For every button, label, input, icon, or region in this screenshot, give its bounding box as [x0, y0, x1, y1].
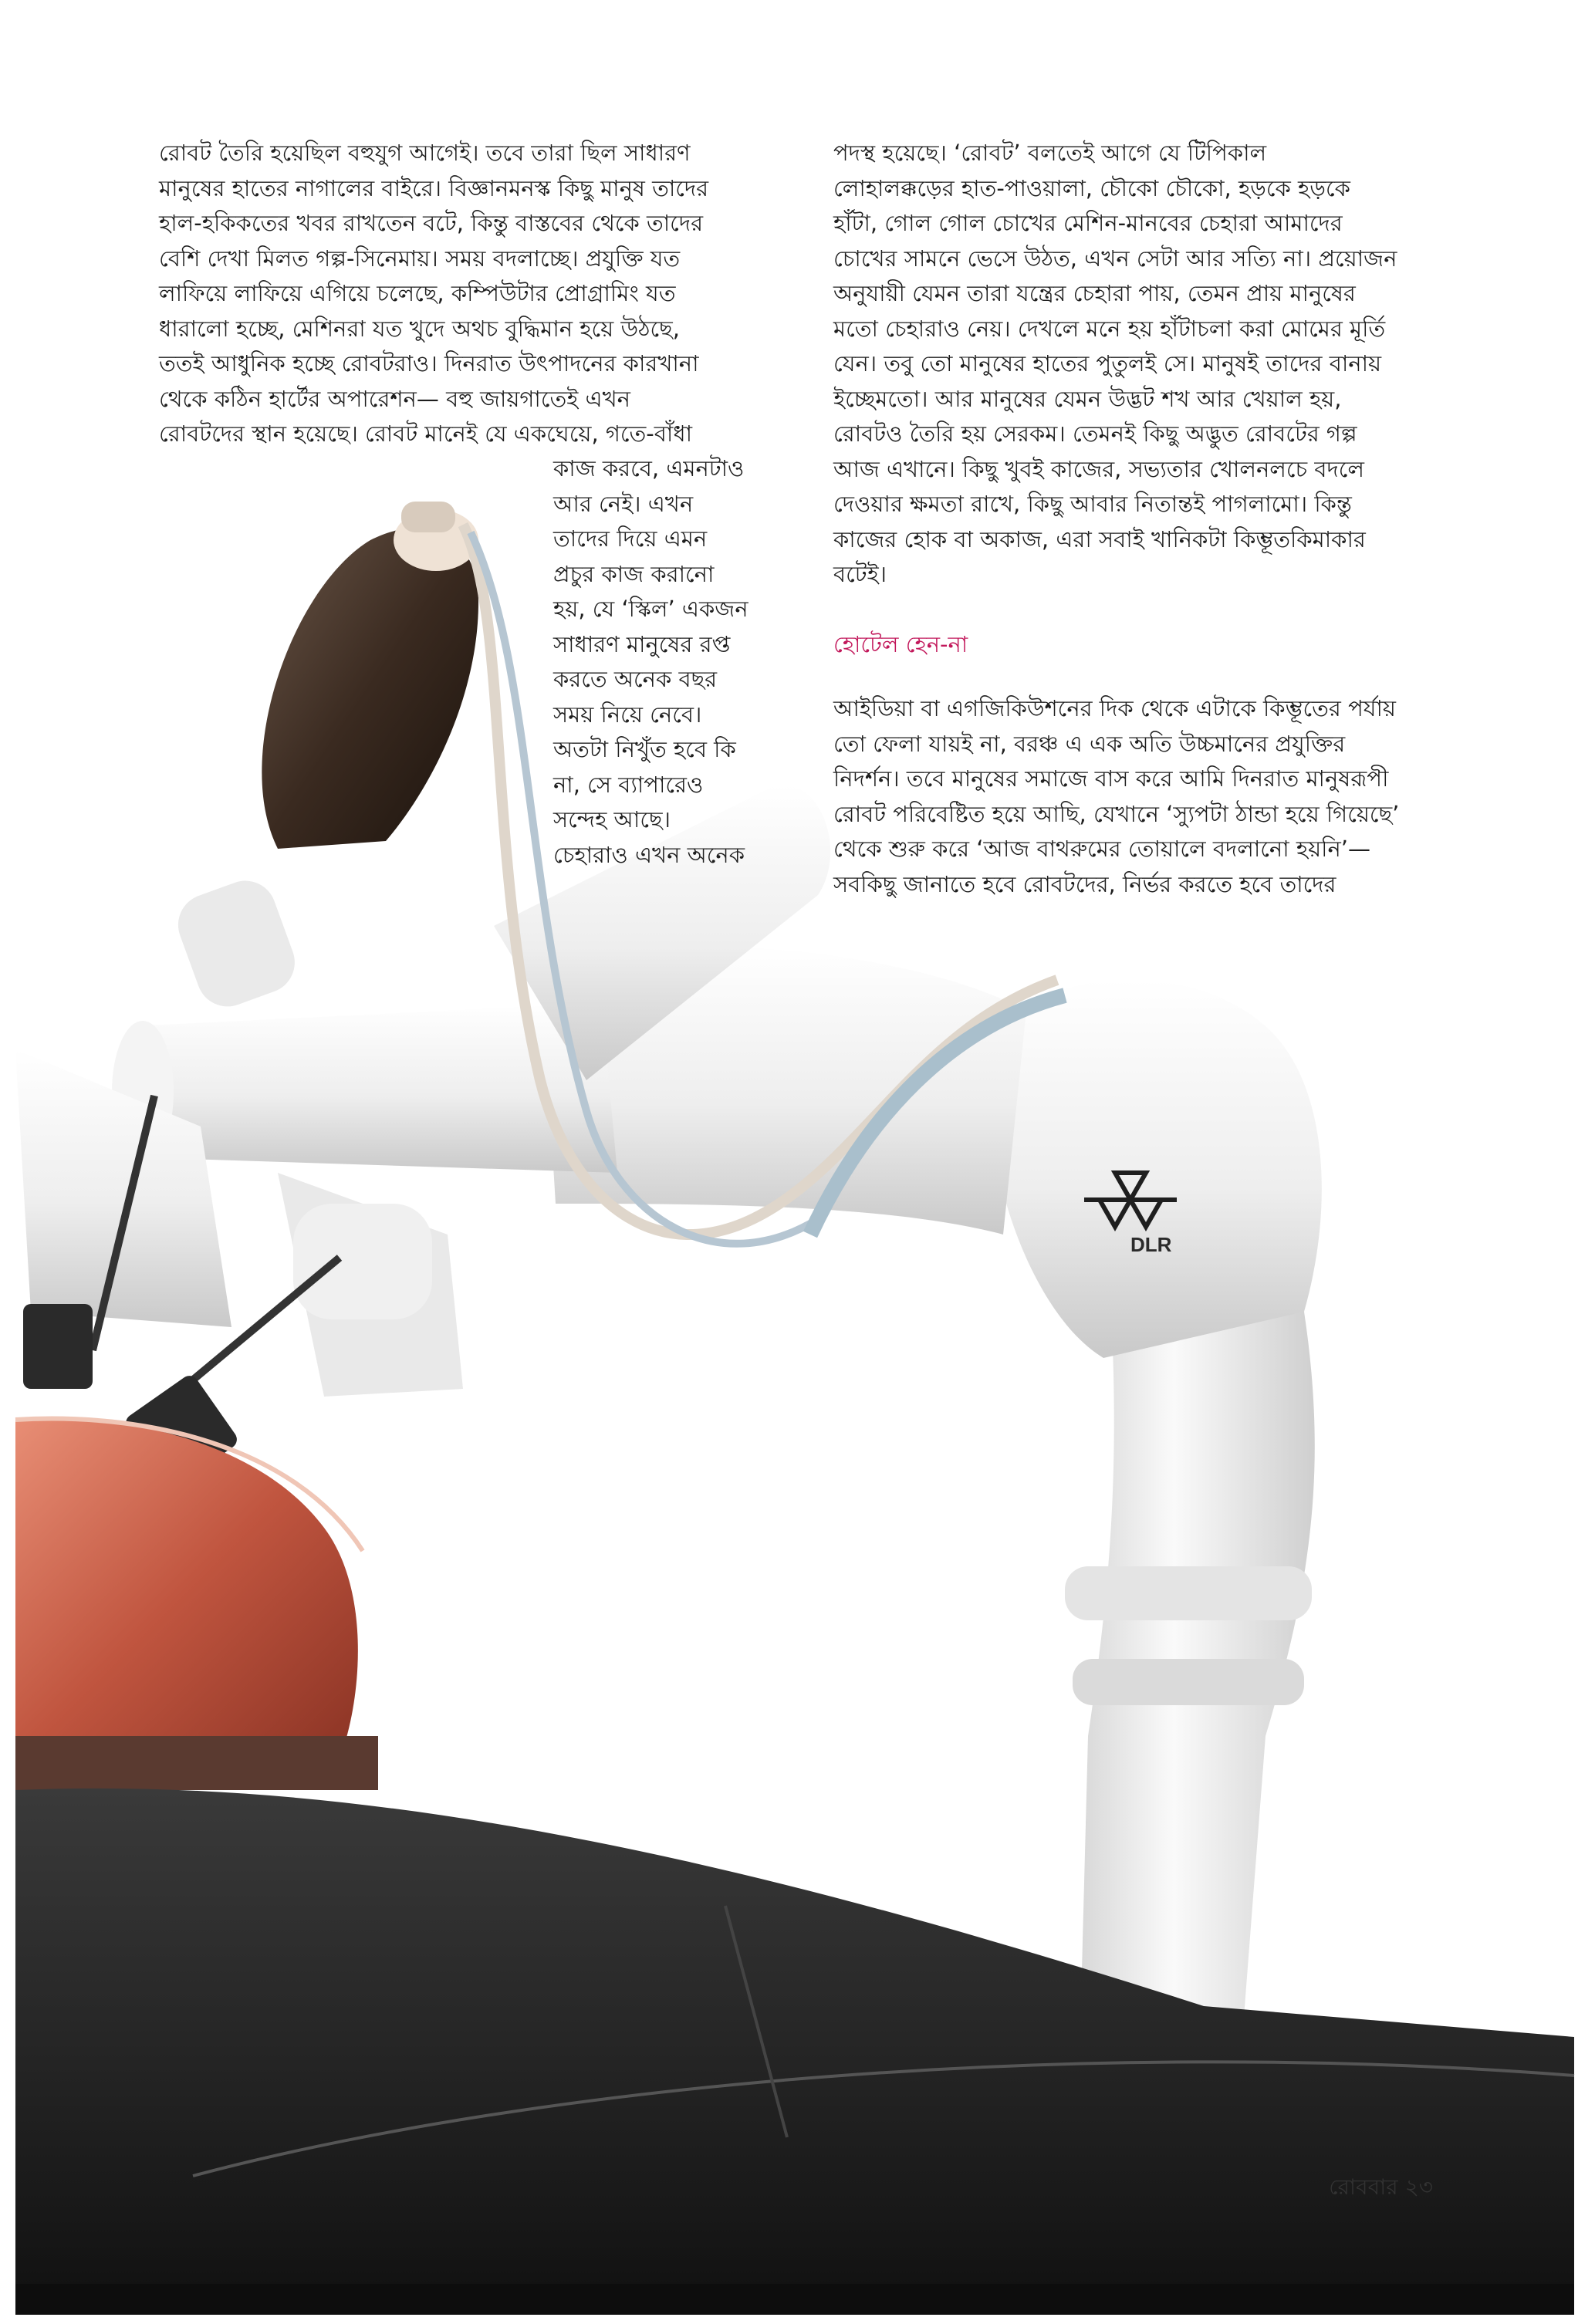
dlr-logo-icon: [1076, 1165, 1184, 1258]
text-line: পদস্থ হয়েছে। ‘রোবট’ বলতেই আগে যে টিপিকাল: [833, 140, 1267, 166]
text-line: আর নেই। এখন: [553, 490, 694, 517]
text-line: ততই আধুনিক হচ্ছে রোবটরাও। দিনরাত উৎপাদনের কারখানা: [159, 350, 699, 377]
text-line: রোবটও তৈরি হয় সেরকম। তেমনই কিছু অদ্ভুত রোবটের গল্প: [833, 421, 1357, 447]
text-line: অনুযায়ী যেমন তারা যন্ত্রের চেহারা পায়, তেমন প্রায় মানুষের: [833, 280, 1356, 306]
article-column-right: [833, 136, 1397, 662]
text-line: বেশি দেখা মিলত গল্প-সিনেমায়। সময় বদলাচ্ছে। প্রযুক্তি যত: [159, 245, 681, 272]
text-line: অতটা নিখুঁত হবে কি: [553, 736, 736, 762]
text-line: আইডিয়া বা এগজিকিউশনের দিক থেকে এটাকে কিম্ভূতের পর্যায়: [833, 695, 1396, 721]
text-line: হাঁটা, গোল গোল চোখের মেশিন-মানবের চেহারা আমাদের: [833, 210, 1343, 236]
article-column-left-narrow: [553, 451, 749, 873]
text-line: সাধারণ মানুষের রপ্ত: [553, 630, 731, 657]
text-line: ধারালো হচ্ছে, মেশিনরা যত খুদে অথচ বুদ্ধিমান হয়ে উঠছে,: [159, 315, 680, 342]
text-line: কাজ করবে, এমনটাও: [553, 455, 745, 481]
text-line: কাজের হোক বা অকাজ, এরা সবাই খানিকটা কিম্ভূতকিমাকার: [833, 525, 1366, 552]
text-line: হাল-হকিকতের খবর রাখতেন বটে, কিন্তু বাস্তবের থেকে তাদের: [159, 210, 704, 236]
text-line: করতে অনেক বছর: [553, 666, 718, 692]
text-line: আজ এখানে। কিছু খুবই কাজের, সভ্যতার খোলনলচে বদলে: [833, 455, 1365, 482]
text-line: সবকিছু জানাতে হবে রোবটদের, নির্ভর করতে হবে তাদের: [833, 870, 1336, 897]
section-heading: হোটেল হেন-না: [833, 630, 968, 657]
text-line: মানুষের হাতের নাগালের বাইরে। বিজ্ঞানমনস্ক কিছু মানুষ তাদের: [159, 174, 709, 201]
article-column-left-top: [159, 136, 708, 452]
text-line: রোবটদের স্থান হয়েছে। রোবট মানেই যে একঘেয়ে, গতে-বাঁধা: [159, 421, 692, 447]
text-line: চোখের সামনে ভেসে উঠত, এখন সেটা আর সত্যি না। প্রয়োজন: [833, 245, 1397, 272]
text-line: দেওয়ার ক্ষমতা রাখে, কিছু আবার নিতান্তই পাগলামো। কিন্তু: [833, 491, 1352, 517]
text-line: থেকে শুরু করে ‘আজ বাথরুমের তোয়ালে বদলানো হয়নি’—: [833, 836, 1371, 862]
article-column-right-section: [833, 691, 1399, 902]
text-line: নিদর্শন। তবে মানুষের সমাজে বাস করে আমি দিনরাত মানুষরূপী: [833, 765, 1389, 792]
text-line: লাফিয়ে লাফিয়ে এগিয়ে চলেছে, কম্পিউটার প্রোগ্রামিং যত: [159, 280, 676, 306]
text-line: বটেই।: [833, 561, 887, 587]
text-line: সন্দেহ আছে।: [553, 806, 671, 833]
text-line: না, সে ব্যাপারেও: [553, 771, 704, 798]
text-line: রোবট তৈরি হয়েছিল বহুযুগ আগেই। তবে তারা ছিল সাধারণ: [159, 140, 691, 166]
text-line: হয়, যে ‘স্কিল’ একজন: [553, 596, 749, 622]
text-line: তো ফেলা যায়ই না, বরঞ্চ এ এক অতি উচ্চমানের প্রযুক্তির: [833, 730, 1346, 757]
text-line: লোহালক্কড়ের হাত-পাওয়ালা, চৌকো চৌকো, হড়কে হড়কে: [833, 174, 1350, 201]
text-line: চেহারাও এখন অনেক: [553, 841, 745, 868]
text-line: যেন। তবু তো মানুষের হাতের পুতুলই সে। মানুষই তাদের বানায়: [833, 350, 1382, 377]
text-line: রোবট পরিবেষ্টিত হয়ে আছি, যেখানে ‘স্যুপটা ঠান্ডা হয়ে গিয়েছে’: [833, 800, 1400, 827]
dlr-logo-text: DLR: [1130, 1233, 1172, 1256]
page-footer: রোববার ২৩: [1329, 2174, 1433, 2200]
text-line: থেকে কঠিন হার্টের অপারেশন— বহু জায়গাতেই এখন: [159, 385, 630, 412]
text-line: মতো চেহারাও নেয়। দেখলে মনে হয় হাঁটাচলা করা মোমের মূর্তি: [833, 315, 1386, 342]
text-line: প্রচুর কাজ করানো: [553, 560, 715, 587]
text-line: সময় নিয়ে নেবে।: [553, 701, 702, 728]
text-line: তাদের দিয়ে এমন: [553, 525, 708, 552]
text-line: ইচ্ছেমতো। আর মানুষের যেমন উদ্ভট শখ আর খেয়াল হয়,: [833, 385, 1342, 412]
